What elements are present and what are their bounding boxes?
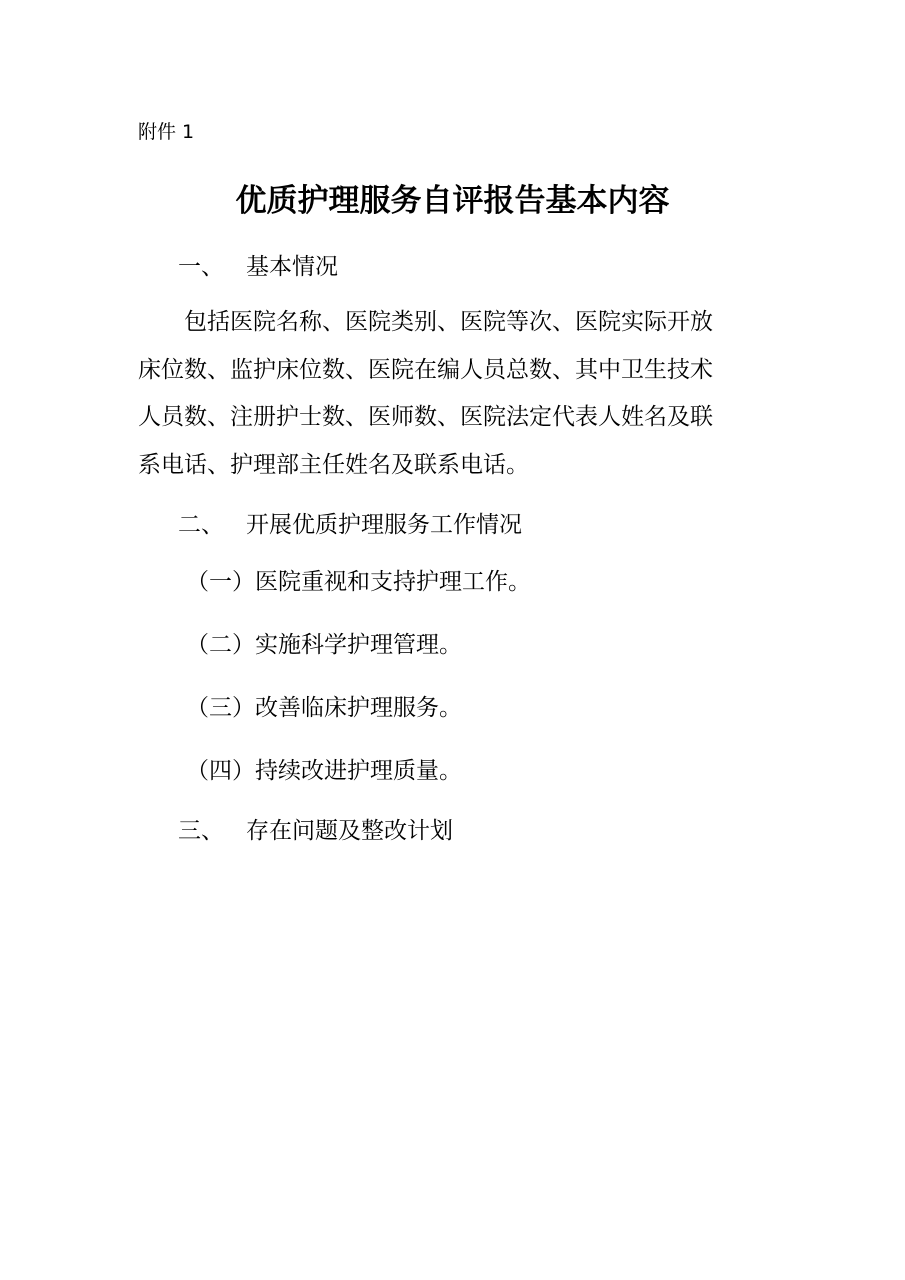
section-title: 基本情况 — [246, 254, 338, 280]
list-item: （四）持续改进护理质量。 — [186, 758, 462, 784]
paragraph-line: 床位数、监护床位数、医院在编人员总数、其中卫生技术 — [138, 356, 713, 383]
document-title: 优质护理服务自评报告基本内容 — [235, 183, 670, 219]
list-item: （一）医院重视和支持护理工作。 — [186, 569, 531, 595]
basic-info-paragraph — [138, 299, 758, 489]
attachment-label: 附件 1 — [138, 121, 195, 143]
section-title: 开展优质护理服务工作情况 — [246, 512, 522, 538]
section-number: 二、 — [178, 512, 224, 538]
paragraph-line: 包括医院名称、医院类别、医院等次、医院实际开放 — [184, 309, 713, 335]
section-number: 三、 — [178, 818, 224, 844]
paragraph-line: 人员数、注册护士数、医师数、医院法定代表人姓名及联 — [138, 404, 713, 430]
section-heading-basic-info — [178, 251, 338, 283]
list-item: （三）改善临床护理服务。 — [186, 695, 462, 721]
list-item: （二）实施科学护理管理。 — [186, 632, 462, 658]
section-heading-issues-plan — [178, 815, 453, 847]
section-heading-work-status — [178, 509, 522, 541]
section-title: 存在问题及整改计划 — [246, 818, 453, 844]
paragraph-line: 系电话、护理部主任姓名及联系电话。 — [138, 451, 529, 478]
section-number: 一、 — [178, 254, 224, 280]
